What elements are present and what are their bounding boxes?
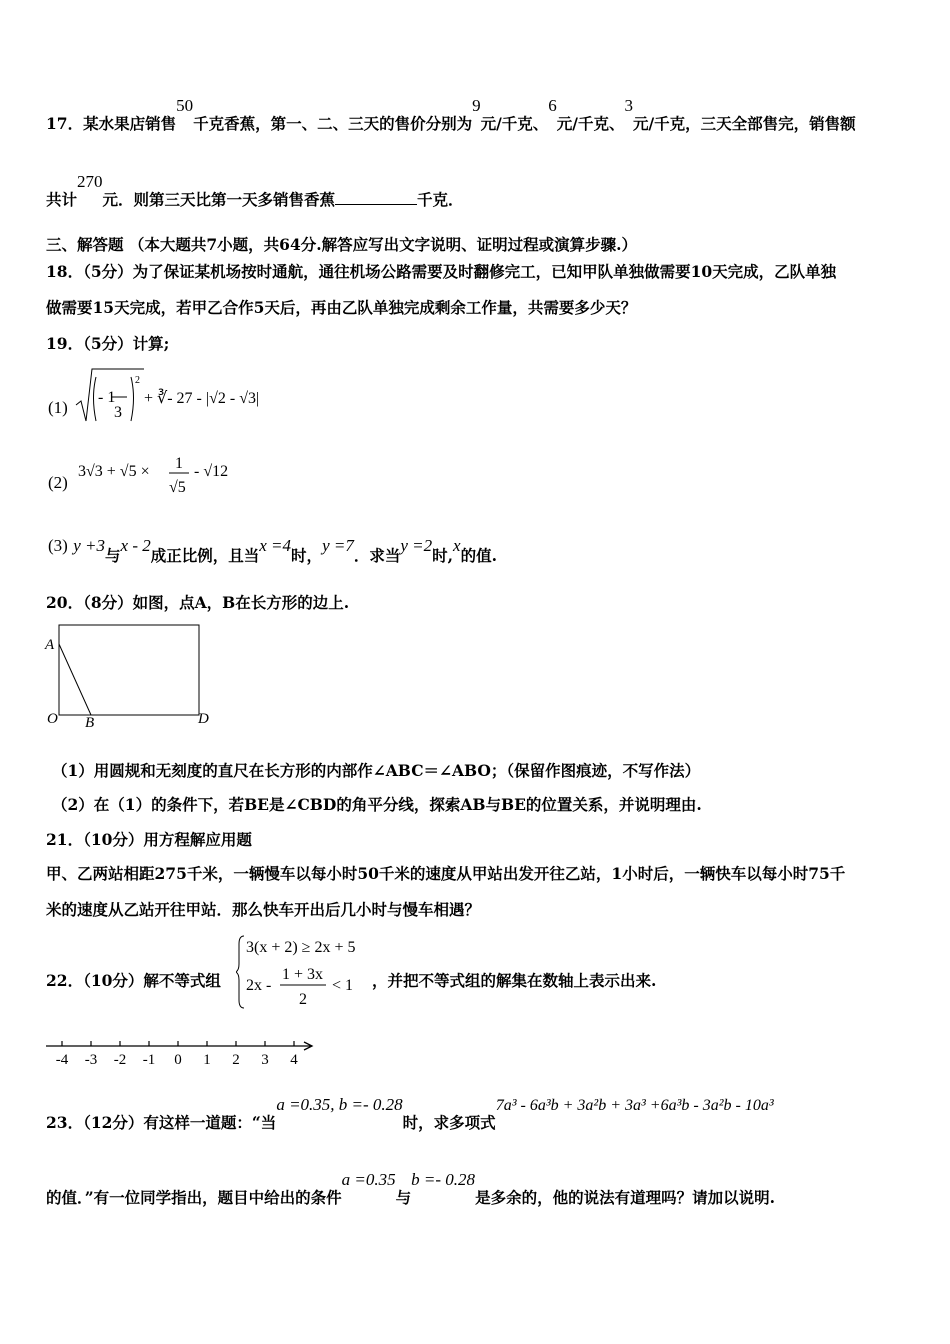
- q19-expression-1: [74, 365, 334, 435]
- q17-text-e: 元/千克，三天全部售完，销售额: [632, 114, 856, 133]
- q19-e1-exponent: 2: [135, 375, 140, 386]
- q23-line1: [46, 1095, 774, 1134]
- q23-text-c: 的值．”有一位同学指出，题目中给出的条件: [46, 1188, 342, 1207]
- q19-e1-rest: + ∛- 27 - |√2 - √3|: [144, 390, 260, 407]
- q19-expression-2: [76, 448, 276, 508]
- q19-t3-f: 的值.: [460, 546, 497, 565]
- q19-e3-y-eq-2: y =2: [400, 536, 433, 555]
- q17-price-3: 3: [624, 96, 633, 115]
- q19-t3-e: 时,: [432, 546, 454, 565]
- q23-text-e: 是多余的，他的说法有道理吗？请加以说明.: [475, 1188, 775, 1207]
- q17-text-c: 元/千克、: [480, 114, 549, 133]
- q17-number: 17．: [46, 114, 84, 133]
- q21-title: 21．（10分）用方程解应用题: [46, 830, 252, 849]
- q19-e3-y-plus-3: y +3: [73, 536, 106, 555]
- q23-condition: a =0.35, b =- 0.28: [276, 1095, 403, 1114]
- q23-text-d: 与: [395, 1188, 412, 1207]
- q20-title: 20．（8分）如图，点A，B在长方形的边上.: [46, 593, 350, 612]
- q19-e3-x: x: [453, 536, 461, 555]
- number-line-tick-label: -4: [55, 1052, 69, 1068]
- section-3-header: 三、解答题 （本大题共7小题，共64分.解答应写出文字说明、证明过程或演算步骤.）: [46, 235, 638, 254]
- number-line-tick-label: -1: [142, 1052, 156, 1068]
- q23-line2: [46, 1170, 775, 1208]
- number-line-tick-label: -3: [84, 1052, 98, 1068]
- q20-label-d: D: [198, 711, 209, 727]
- number-line-tick-label: 1: [203, 1052, 211, 1068]
- q19-e2-denominator: √5: [169, 479, 186, 496]
- q19-part3: [48, 536, 497, 566]
- q17-text-g: 元．则第三天比第一天多销售香蕉: [102, 190, 336, 209]
- q17-text-b: 千克香蕉，第一、二、三天的售价分别为: [193, 114, 473, 133]
- q17-answer-blank: [335, 190, 417, 205]
- q17-text-a: 某水果店销售: [83, 114, 177, 133]
- q17-text-h: 千克．: [417, 190, 464, 209]
- q20-label-b: B: [85, 715, 95, 730]
- q17-text-d: 元/千克、: [556, 114, 625, 133]
- q22-number-line: [42, 1038, 332, 1074]
- q17-line1: [46, 96, 856, 134]
- q22-inequality-1: 3(x + 2) ≥ 2x + 5: [246, 939, 356, 956]
- q18-line1: 18．（5分）为了保证某机场按时通航，通往机场公路需要及时翻修完工，已知甲队单独做需要10天完成，乙队单独: [46, 262, 837, 281]
- q19-title: 19．（5分）计算;: [46, 334, 170, 353]
- q21-line1: 甲、乙两站相距275千米，一辆慢车以每小时50千米的速度从甲站出发开往乙站，1小时后，一辆快车以每小时75千: [46, 864, 846, 883]
- number-line-tick-label: 0: [174, 1052, 182, 1068]
- q18-line2: 做需要15天完成，若甲乙合作5天后，再由乙队单独完成剩余工作量，共需要多少天？: [46, 298, 637, 317]
- q19-t3-a: 与: [105, 546, 121, 565]
- q20-rectangle-figure: [42, 620, 222, 730]
- q23-polynomial: 7a³ - 6a³b + 3a²b + 3a³ +6a³b - 3a²b - 10a³: [495, 1097, 774, 1114]
- q22-instruction: ，并把不等式组的解集在数轴上表示出来.: [372, 971, 657, 990]
- number-line-tick-label: 4: [290, 1052, 298, 1068]
- q19-e2-right: - √12: [194, 463, 229, 480]
- q23-text-b: 时，求多项式: [402, 1113, 496, 1132]
- q19-t3-b: 成正比例，且当: [150, 546, 260, 565]
- q19-part1-label: (1): [48, 398, 68, 417]
- q19-t3-d: ．求当: [353, 546, 401, 565]
- q19-e3-x-minus-2: x - 2: [120, 536, 151, 555]
- q22-inequality-system: [236, 932, 376, 1012]
- q22-inequality-2-right: < 1: [332, 977, 354, 994]
- q19-part2-label: (2): [48, 473, 68, 492]
- q20-sub2: （2）在（1）的条件下，若BE是∠CBD的角平分线，探索AB与BE的位置关系，并说明理由.: [52, 795, 702, 814]
- q22-inequality-2-denominator: 2: [299, 991, 307, 1008]
- q21-line2: 米的速度从乙站开往甲站．那么快车开出后几小时与慢车相遇？: [46, 900, 481, 919]
- number-line-tick-label: 2: [232, 1052, 240, 1068]
- number-line-tick-label: 3: [261, 1052, 269, 1068]
- q20-sub1: （1）用圆规和无刻度的直尺在长方形的内部作∠ABC＝∠ABO；（保留作图痕迹，不写作法）: [52, 761, 701, 780]
- q17-text-f: 共计: [46, 190, 78, 209]
- q17-price-9: 9: [472, 96, 481, 115]
- q19-t3-c: 时，: [291, 546, 323, 565]
- q17-line2: [46, 172, 464, 210]
- number-line-tick-label: -2: [113, 1052, 127, 1068]
- q19-e3-y-eq-7: y =7: [322, 536, 354, 555]
- q19-e2-numerator: 1: [175, 455, 183, 472]
- q17-value-270: 270: [77, 172, 103, 191]
- q22-intro: 22．（10分）解不等式组: [46, 971, 221, 990]
- q19-part3-label: (3): [48, 536, 68, 555]
- q23-text-a: 23．（12分）有这样一道题：“当: [46, 1113, 277, 1132]
- q19-e1-three: 3: [114, 404, 122, 421]
- q17-price-6: 6: [548, 96, 557, 115]
- q19-e1-minus-one: - 1: [98, 389, 116, 406]
- q19-e3-x-eq-4: x =4: [259, 536, 292, 555]
- q23-cond-a: a =0.35: [341, 1170, 396, 1189]
- q19-e2-left: 3√3 + √5 ×: [78, 463, 150, 480]
- q20-label-a: A: [45, 637, 55, 653]
- q23-cond-b: b =- 0.28: [411, 1170, 476, 1189]
- q22-inequality-2-numerator: 1 + 3x: [282, 966, 324, 983]
- q22-inequality-2-left: 2x -: [246, 977, 272, 994]
- q20-label-o: O: [47, 711, 58, 727]
- q17-value-50: 50: [176, 96, 194, 115]
